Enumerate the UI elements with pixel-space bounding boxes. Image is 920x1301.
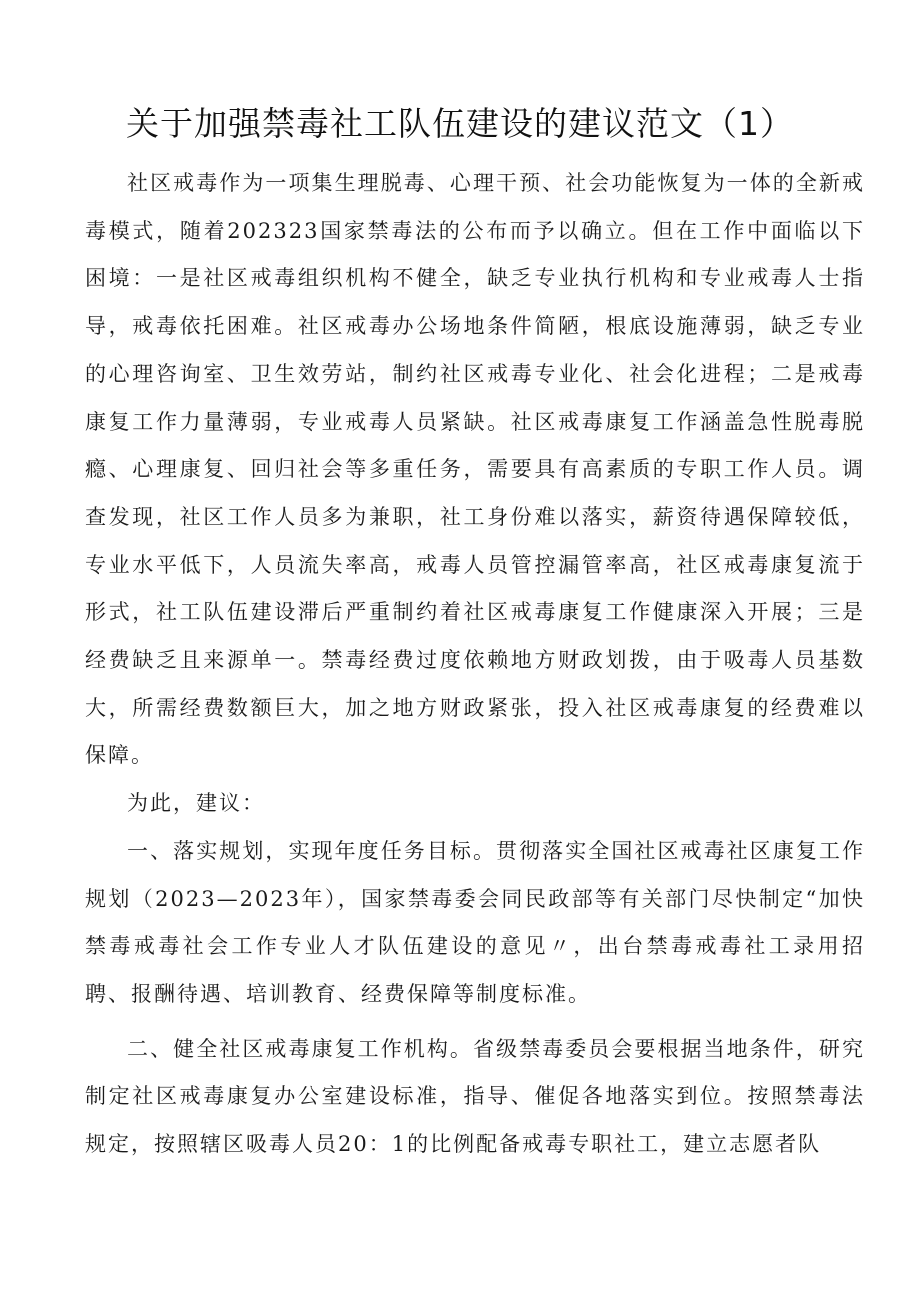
- paragraph-suggestion-2: 二、健全社区戒毒康复工作机构。省级禁毒委员会要根据当地条件，研究制定社区戒毒康复办公室建设标准，指导、催促各地落实到位。按照禁毒法规定，按照辖区吸毒人员20：1的比例配备戒毒专职社工，建立志愿者队: [85, 1036, 865, 1157]
- paragraph-suggestion-1: 一、落实规划，实现年度任务目标。贯彻落实全国社区戒毒社区康复工作规划（2023—2023年），国家禁毒委会同民政部等有关部门尽快制定“加快禁毒戒毒社会工作专业人才队伍建设的意见〃，出台禁毒戒毒社工录用招聘、报酬待遇、培训教育、经费保障等制度标准。: [85, 838, 865, 1006]
- document-body: [85, 160, 865, 1169]
- paragraph-suggestion-intro: 为此，建议：: [127, 791, 265, 816]
- paragraph-background: 社区戒毒作为一项集生理脱毒、心理干预、社会功能恢复为一体的全新戒毒模式，随着202323国家禁毒法的公布而予以确立。但在工作中面临以下困境：一是社区戒毒组织机构不健全，缺乏专业执行机构和专业戒毒人士指导，戒毒依托困难。社区戒毒办公场地条件简陋，根底设施薄弱，缺乏专业的心理咨询室、卫生效劳站，制约社区戒毒专业化、社会化进程；二是戒毒康复工作力量薄弱，专业戒毒人员紧缺。社区戒毒康复工作涵盖急性脱毒脱瘾、心理康复、回归社会等多重任务，需要具有高素质的专职工作人员。调查发现，社区工作人员多为兼职，社工身份难以落实，薪资待遇保障较低，专业水平低下，人员流失率高，戒毒人员管控漏管率高，社区戒毒康复流于形式，社工队伍建设滞后严重制约着社区戒毒康复工作健康深入开展；三是经费缺乏且来源单一。禁毒经费过度依赖地方财政划拨，由于吸毒人员基数大，所需经费数额巨大，加之地方财政紧张，投入社区戒毒康复的经费难以保障。: [85, 171, 865, 768]
- document-title: 关于加强禁毒社工队伍建设的建议范文（1）: [126, 104, 794, 143]
